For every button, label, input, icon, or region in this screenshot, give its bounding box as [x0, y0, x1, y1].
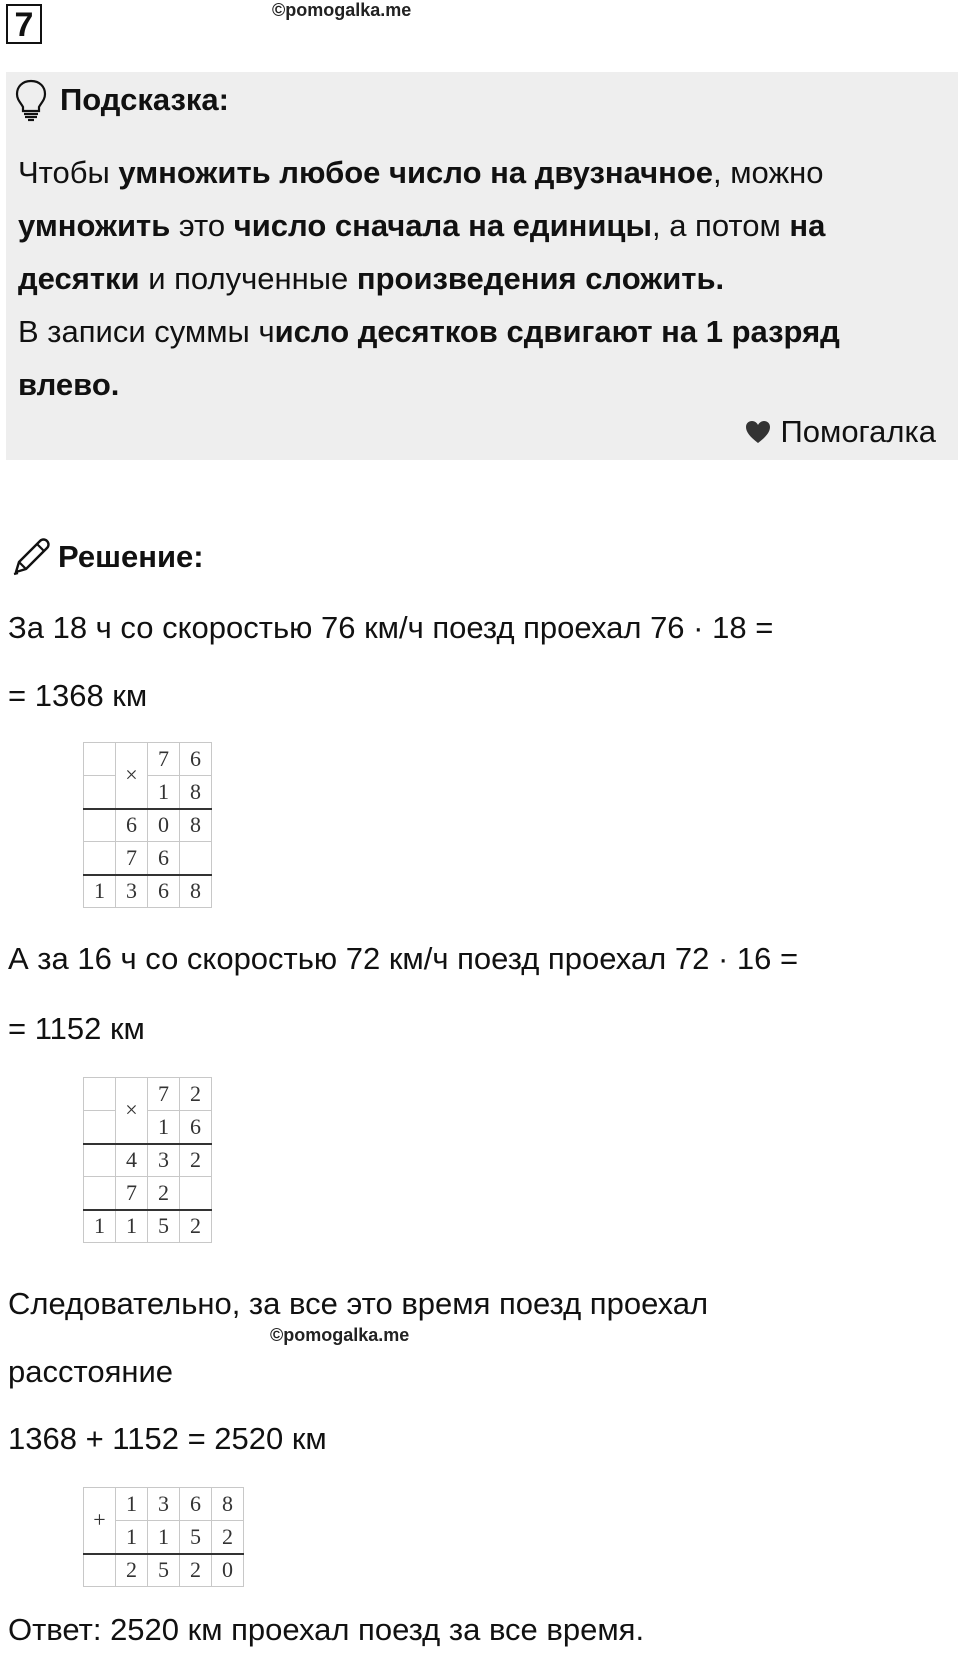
hint-text-segment: и полученные: [139, 261, 357, 296]
calc-digit: 0: [212, 1554, 244, 1587]
hint-text-segment: это: [170, 208, 234, 243]
signature: [744, 414, 936, 450]
calc-digit: 0: [148, 809, 180, 842]
calc-digit: [84, 809, 116, 842]
calc-digit: 2: [180, 1554, 212, 1587]
solution-line-4: = 1152 км: [8, 1011, 145, 1046]
calc-digit: 2: [180, 1144, 212, 1177]
calc-digit: 1: [116, 1210, 148, 1243]
calc-digit: 2: [180, 1078, 212, 1111]
calc-digit: [84, 1144, 116, 1177]
calc-sign: ×: [116, 1078, 148, 1144]
calc-digit: 3: [116, 875, 148, 908]
calc-digit: 2: [148, 1177, 180, 1210]
hint-paragraph-1: [18, 146, 938, 305]
calc-digit: 6: [148, 842, 180, 875]
signature-text: Помогалка: [780, 414, 936, 449]
hint-text-segment: , можно: [713, 155, 824, 190]
calc-sign: ×: [116, 743, 148, 809]
calc-digit: 8: [212, 1488, 244, 1521]
calc-digit: 6: [148, 875, 180, 908]
hint-text-segment: Чтобы: [18, 155, 119, 190]
calc-table-1: [83, 742, 212, 908]
solution-title-text: Решение:: [58, 539, 204, 574]
task-number: 7: [6, 4, 42, 44]
calc-digit: 8: [180, 776, 212, 809]
hint-title-text: Подсказка:: [60, 82, 229, 117]
hint-text-segment: умножить любое число на двузначное: [118, 155, 714, 190]
hint-text-segment: , а потом: [651, 208, 790, 243]
calc-digit: 2: [116, 1554, 148, 1587]
calc-digit: 7: [148, 1078, 180, 1111]
calc-digit: 1: [116, 1521, 148, 1554]
hint-text-segment: В записи суммы ч: [18, 314, 275, 349]
calc-digit: [84, 1554, 116, 1587]
solution-title: [10, 536, 204, 578]
hint-text-segment: число сначала на единицы: [233, 208, 652, 243]
calc-digit: 6: [180, 743, 212, 776]
calc-digit: 5: [180, 1521, 212, 1554]
calc-digit: [84, 743, 116, 776]
calc-digit: 8: [180, 809, 212, 842]
calc-digit: [84, 1078, 116, 1111]
heart-icon: [744, 419, 772, 445]
solution-line-7: 1368 + 1152 = 2520 км: [8, 1421, 327, 1456]
solution-line-1: За 18 ч со скоростью 76 км/ч поезд проехал 76 · 18 =: [8, 610, 774, 645]
calc-digit: 1: [148, 1111, 180, 1144]
calc-digit: 1: [84, 875, 116, 908]
calc-digit: 5: [148, 1554, 180, 1587]
hint-text-segment: умножить: [18, 208, 171, 243]
calc-digit: [84, 1177, 116, 1210]
hint-text-segment: исло десятков сдвигают на 1 разряд влево.: [18, 314, 840, 402]
solution-line-5: Следовательно, за все это время поезд проехал: [8, 1286, 709, 1321]
pencil-icon: [10, 536, 52, 578]
calc-digit: [180, 842, 212, 875]
hint-paragraph-2: [18, 305, 938, 411]
lightbulb-icon: [14, 78, 48, 122]
calc-digit: 2: [180, 1210, 212, 1243]
calc-digit: 6: [180, 1111, 212, 1144]
calc-digit: 3: [148, 1488, 180, 1521]
solution-line-6: расстояние: [8, 1354, 174, 1389]
hint-text-segment: произведения сложить.: [356, 261, 725, 296]
calc-table-2: [83, 1077, 212, 1243]
answer-line: Ответ: 2520 км проехал поезд за все время.: [8, 1612, 645, 1647]
calc-digit: 1: [84, 1210, 116, 1243]
calc-digit: 1: [148, 776, 180, 809]
calc-table-3: [83, 1487, 244, 1587]
hint-text-segment: на десятки: [18, 208, 826, 296]
calc-digit: 7: [148, 743, 180, 776]
calc-digit: [84, 1111, 116, 1144]
calc-digit: 8: [180, 875, 212, 908]
watermark-middle: ©pomogalka.me: [270, 1325, 410, 1345]
watermark-top: ©pomogalka.me: [272, 0, 412, 20]
calc-digit: 3: [148, 1144, 180, 1177]
calc-digit: 6: [180, 1488, 212, 1521]
calc-digit: 6: [116, 809, 148, 842]
calc-digit: 1: [116, 1488, 148, 1521]
calc-digit: 5: [148, 1210, 180, 1243]
calc-digit: [180, 1177, 212, 1210]
calc-digit: [84, 776, 116, 809]
solution-line-2: = 1368 км: [8, 678, 148, 713]
calc-digit: 4: [116, 1144, 148, 1177]
calc-digit: 1: [148, 1521, 180, 1554]
hint-text: [18, 146, 938, 411]
calc-digit: 7: [116, 842, 148, 875]
calc-digit: 2: [212, 1521, 244, 1554]
calc-digit: [84, 842, 116, 875]
hint-title: [14, 78, 229, 122]
calc-sign: +: [84, 1488, 116, 1554]
solution-line-3: А за 16 ч со скоростью 72 км/ч поезд проехал 72 · 16 =: [8, 941, 799, 976]
calc-digit: 7: [116, 1177, 148, 1210]
